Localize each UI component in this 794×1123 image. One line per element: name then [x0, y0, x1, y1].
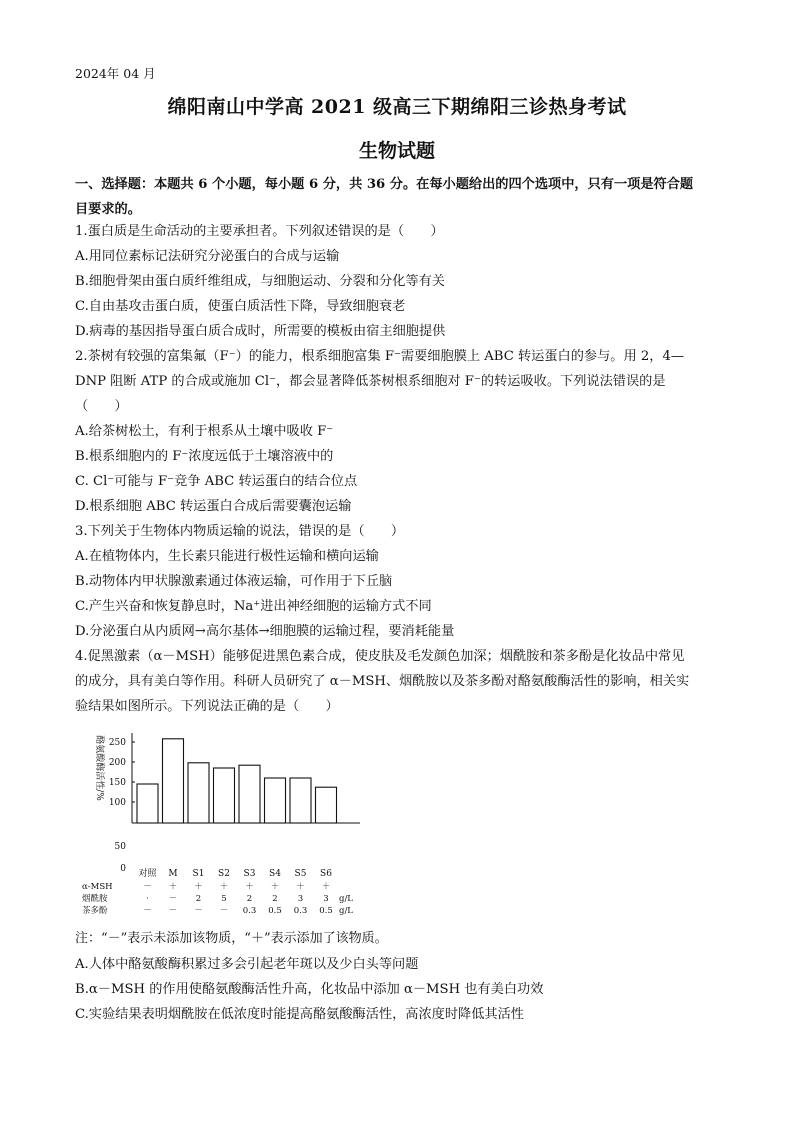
- q4-option-c: C.实验结果表明烟酰胺在低浓度时能提高酪氨酸酶活性，高浓度时降低其活性: [75, 1007, 524, 1022]
- q3-option-c: C.产生兴奋和恢复静息时，Na⁺进出神经细胞的运输方式不同: [75, 599, 432, 614]
- row-cell: 3: [297, 894, 304, 904]
- y-tick-label: 250: [108, 738, 126, 748]
- q1-option-d: D.病毒的基因指导蛋白质合成时，所需要的模板由宿主细胞提供: [75, 324, 446, 339]
- row-label: 茶多酚: [82, 906, 108, 916]
- q2-stem-line3: （ ）: [75, 399, 128, 414]
- row-cell: ＋: [194, 882, 203, 892]
- bar: [137, 784, 158, 823]
- x-category-label: S6: [320, 869, 332, 879]
- q4-stem-line1: 4.促黑激素（α－MSH）能够促进黑色素合成，使皮肤及毛发颜色加深；烟酰胺和茶多酚是化妆品中常见: [75, 649, 685, 664]
- q3-stem: 3.下列关于生物体内物质运输的说法，错误的是（ ）: [75, 524, 405, 539]
- exam-title: 绵阳南山中学高 2021 级高三下期绵阳三诊热身考试: [167, 96, 627, 118]
- row-cell: －: [168, 894, 178, 904]
- q2-option-d: D.根系细胞 ABC 转运蛋白合成后需要囊泡运输: [75, 499, 352, 514]
- y-tick-label: 100: [108, 798, 126, 808]
- row-cell: －: [219, 906, 229, 916]
- x-category-label: S4: [269, 869, 281, 879]
- row-cell: 2: [272, 894, 278, 904]
- q2-option-b: B.根系细胞内的 F⁻浓度远低于土壤溶液中的: [75, 449, 334, 464]
- q1-option-c: C.自由基攻击蛋白质，使蛋白质活性下降，导致细胞衰老: [75, 299, 406, 314]
- chart-note: 注：“－”表示未添加该物质，“＋”表示添加了该物质。: [75, 931, 388, 946]
- q4-option-a: A.人体中酪氨酸酶积累过多会引起老年斑以及少白头等问题: [75, 957, 419, 972]
- section-heading: [75, 172, 725, 222]
- bar: [290, 778, 311, 823]
- q2-option-a: A.给茶树松土，有利于根系从土壤中吸收 F⁻: [75, 424, 334, 439]
- row-cell: ·: [146, 894, 149, 904]
- y-tick-label: 50: [114, 842, 126, 852]
- row-cell: 5: [221, 894, 227, 904]
- bar: [265, 778, 286, 823]
- q1-option-b: B.细胞骨架由蛋白质纤维组成，与细胞运动、分裂和分化等有关: [75, 274, 445, 289]
- row-cell: 0.5: [268, 906, 282, 916]
- q4-stem-line2: 的成分，具有美白等作用。科研人员研究了 α－MSH、烟酰胺以及茶多酚对酪氨酸酶活性的影响，相关实: [75, 674, 690, 689]
- row-cell: －: [194, 906, 203, 916]
- row-cell: －: [143, 906, 152, 916]
- section-heading-line: 一、选择题：本题共 6 个小题，每小题 6 分，共 36 分。在每小题给出的四个选项中，只有一项是符合题: [75, 177, 694, 192]
- row-cell: －: [168, 906, 178, 916]
- row-label: α-MSH: [82, 882, 113, 892]
- q3-option-a: A.在植物体内，生长素只能进行极性运输和横向运输: [75, 549, 379, 564]
- row-cell: ＋: [245, 882, 254, 892]
- y-tick-label: 150: [108, 778, 126, 788]
- y-tick-label: 0: [120, 864, 126, 874]
- row-cell: ＋: [219, 882, 229, 892]
- q4-stem-line3: 验结果如图所示。下列说法正确的是（ ）: [75, 699, 339, 714]
- y-axis-label: 酪氨酸酶活性/%: [94, 735, 104, 801]
- q4-option-b: B.α－MSH 的作用使酪氨酸酶活性升高，化妆品中添加 α－MSH 也有美白功效: [75, 982, 544, 997]
- row-cell: 2: [195, 894, 202, 904]
- x-category-label: 对照: [138, 869, 157, 879]
- subject-title: 生物试题: [358, 140, 435, 162]
- row-cell: ＋: [168, 882, 178, 892]
- x-category-label: S2: [218, 869, 230, 879]
- row-cell: 3: [323, 894, 329, 904]
- q3-option-b: B.动物体内甲状腺激素通过体液运输，可作用于下丘脑: [75, 574, 393, 589]
- row-cell: ＋: [296, 882, 305, 892]
- q1-stem: 1.蛋白质是生命活动的主要承担者。下列叙述错误的是（ ）: [75, 224, 444, 239]
- row-cell: 0.3: [242, 906, 257, 916]
- row-unit: g/L: [339, 906, 353, 916]
- bar: [163, 739, 184, 823]
- row-cell: 0.5: [319, 906, 333, 916]
- q1-option-a: A.用同位素标记法研究分泌蛋白的合成与运输: [75, 249, 340, 264]
- row-cell: 0.3: [293, 906, 308, 916]
- exam-date: 2024年 04 月: [75, 66, 156, 81]
- q2-stem-line1: 2.茶树有较强的富集氟（F⁻）的能力，根系细胞富集 F⁻需要细胞膜上 ABC 转运蛋白的参与。用 2，4—: [75, 349, 685, 364]
- bar: [316, 787, 337, 823]
- row-cell: －: [143, 882, 152, 892]
- bar: [239, 765, 260, 823]
- row-label: 烟酰胺: [82, 894, 108, 904]
- row-unit: g/L: [339, 894, 353, 904]
- x-category-label: S5: [294, 869, 307, 879]
- bar: [214, 768, 235, 823]
- y-tick-label: 200: [108, 758, 126, 768]
- row-cell: ＋: [270, 882, 280, 892]
- row-cell: ＋: [321, 882, 331, 892]
- x-category-label: S3: [243, 869, 256, 879]
- q2-stem-line2: DNP 阻断 ATP 的合成或施加 Cl⁻，都会显著降低茶树根系细胞对 F⁻的转运吸收。下列说法错误的是: [75, 374, 666, 389]
- q3-option-d: D.分泌蛋白从内质网→高尔基体→细胞膜的运输过程，要消耗能量: [75, 624, 455, 639]
- q2-option-c: C. Cl⁻可能与 F⁻竞争 ABC 转运蛋白的结合位点: [75, 474, 358, 489]
- x-category-label: S1: [192, 869, 205, 879]
- x-category-label: M: [168, 869, 178, 879]
- section-heading-line: 目要求的。: [75, 202, 141, 217]
- bar: [188, 763, 209, 823]
- enzyme-activity-chart: [70, 728, 370, 918]
- row-cell: 2: [246, 894, 253, 904]
